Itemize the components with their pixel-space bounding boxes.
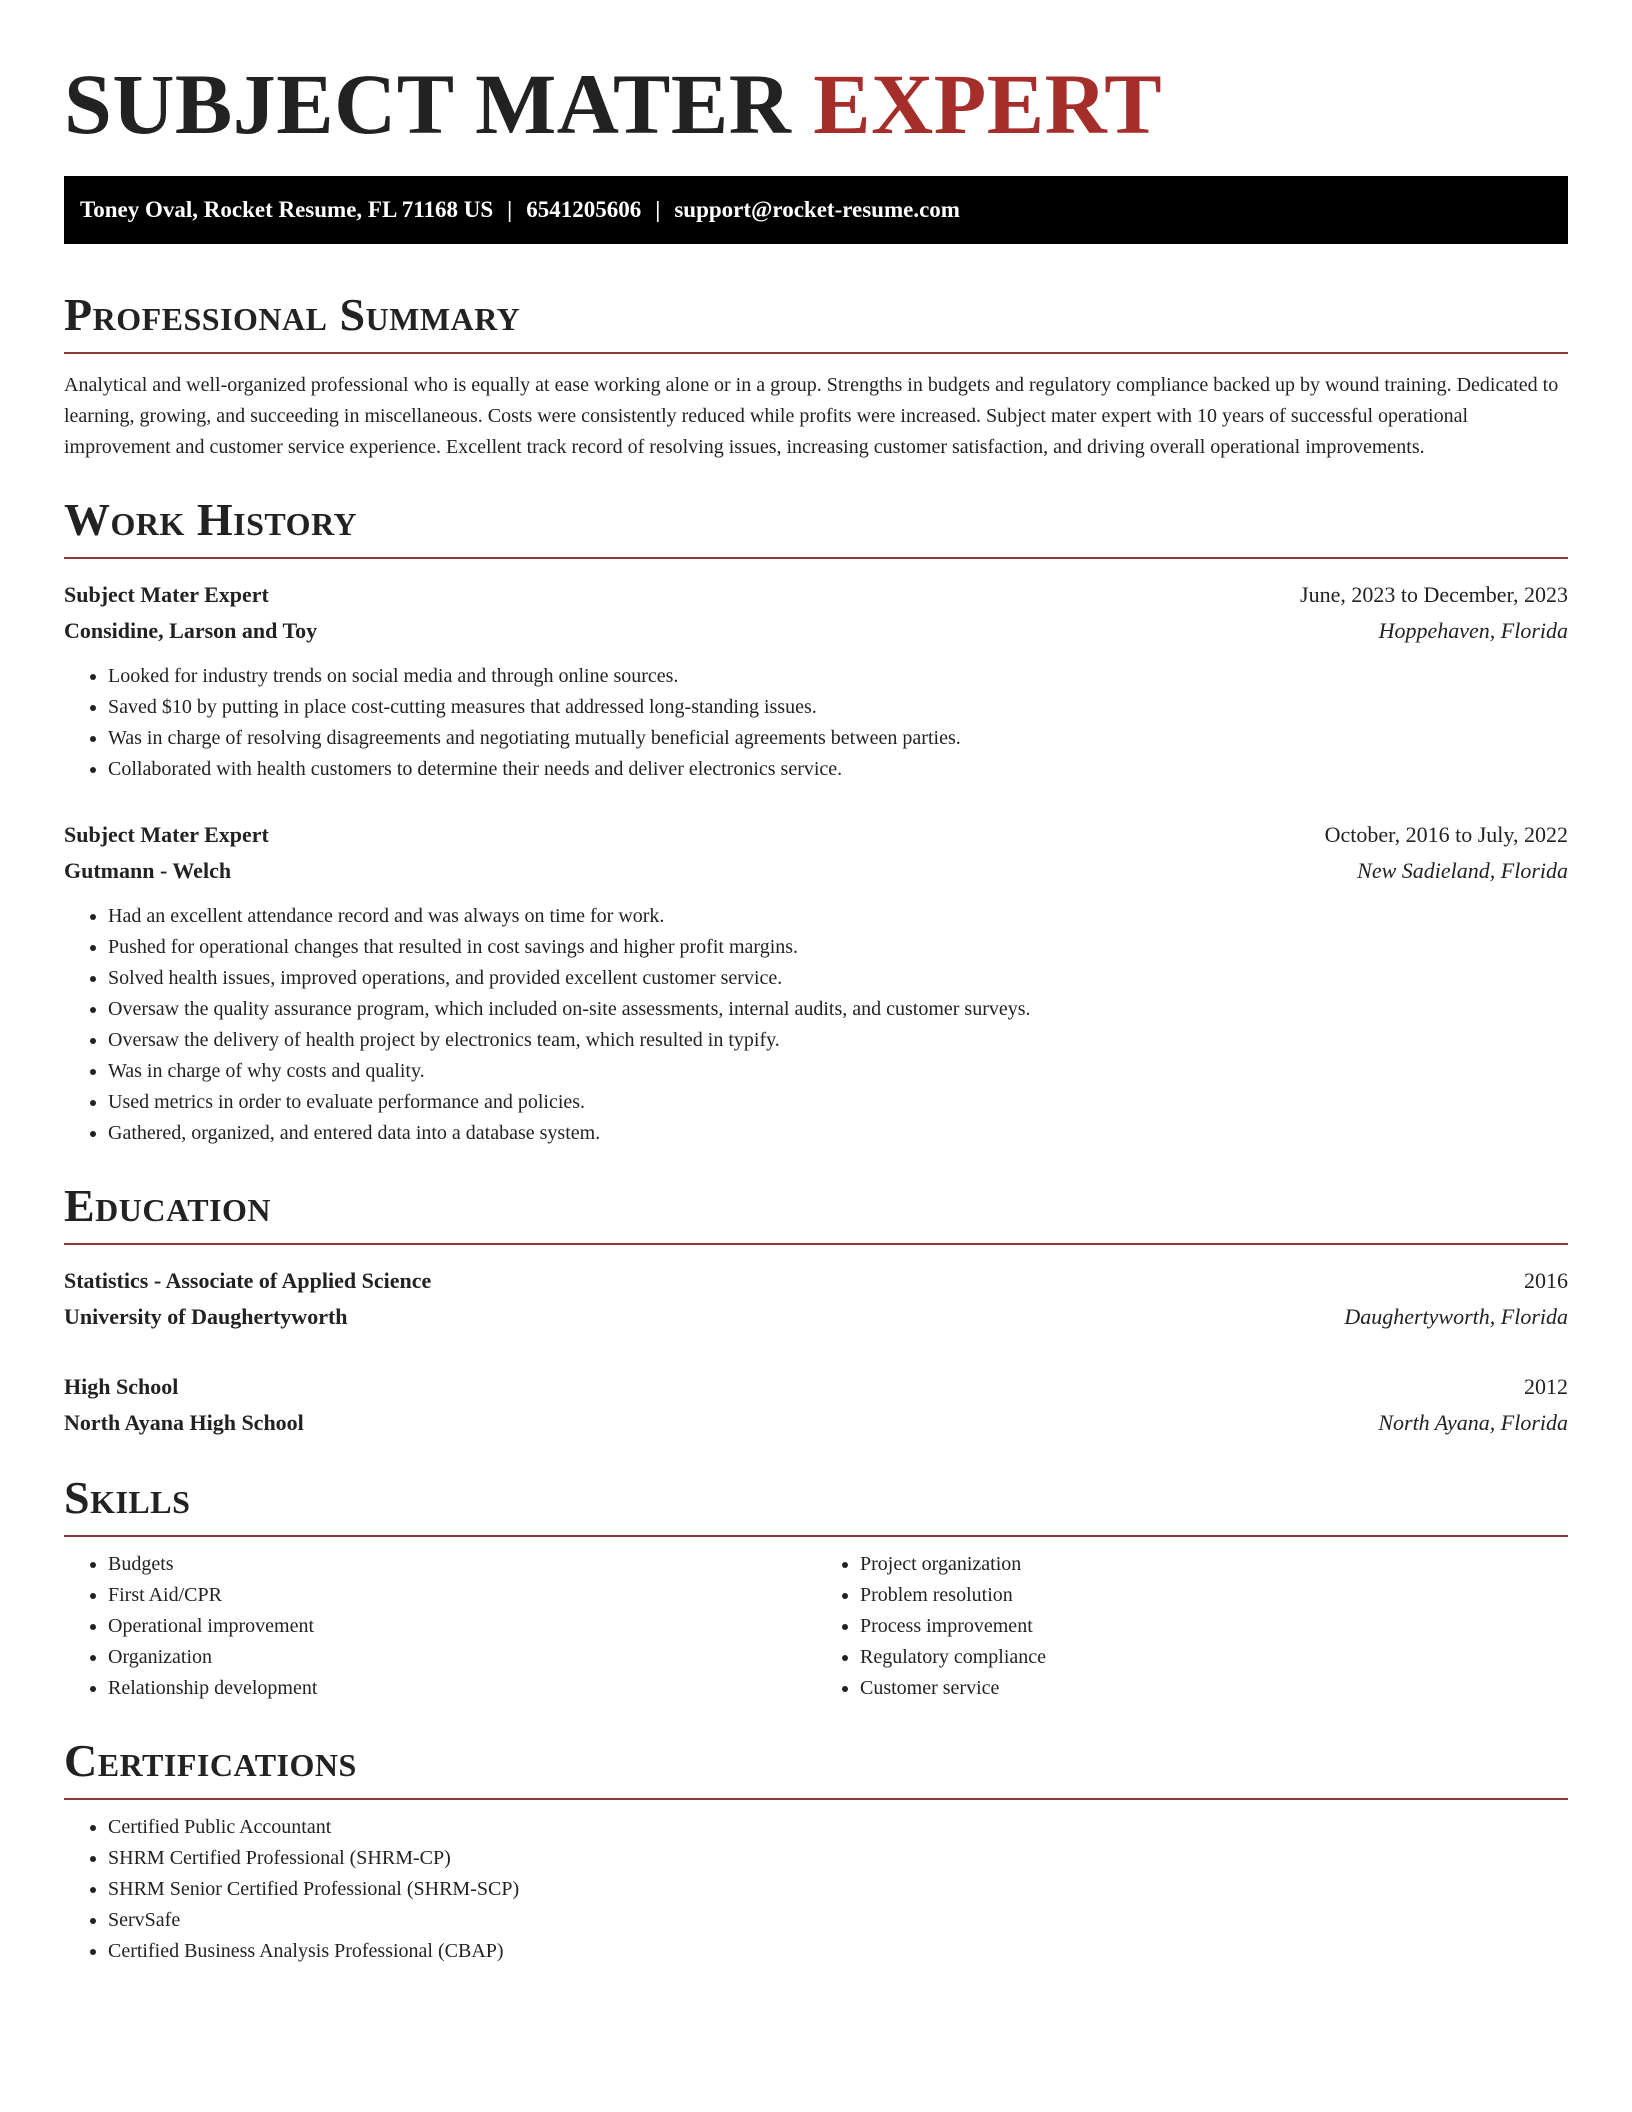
education-heading: Education [64, 1180, 272, 1231]
contact-phone: 6541205606 [526, 197, 642, 222]
contact-separator: | [655, 197, 661, 222]
education-degree: Statistics - Associate of Applied Science [64, 1268, 432, 1293]
job-company: Gutmann - Welch [64, 858, 232, 883]
job-dates: October, 2016 to July, 2022 [1324, 822, 1568, 847]
section-divider [64, 1798, 1568, 1800]
resume-page [64, 50, 1568, 1967]
job-bullet: • Oversaw the quality assurance program, which included on-site assessments, internal audits, and customer surveys. [108, 994, 1568, 1025]
certifications-list [64, 1812, 1568, 1967]
skills-column-right [816, 1549, 1568, 1704]
contact-separator: | [507, 197, 513, 222]
job-bullet: • Pushed for operational changes that resulted in cost savings and higher profit margins. [108, 932, 1568, 963]
skills-heading: Skills [64, 1472, 191, 1523]
summary-heading: Professional Summary [64, 289, 521, 340]
job-bullets [64, 661, 1568, 785]
job-title: Subject Mater Expert [64, 582, 269, 607]
job-company: Considine, Larson and Toy [64, 618, 318, 643]
education-location: North Ayana, Florida [1378, 1410, 1568, 1435]
job-bullet: • Was in charge of resolving disagreements and negotiating mutually beneficial agreements between parties. [108, 723, 1568, 754]
certification-item: • Certified Business Analysis Professional (CBAP) [108, 1936, 1568, 1967]
job-bullet: • Gathered, organized, and entered data into a database system. [108, 1118, 1568, 1149]
job-bullet: • Used metrics in order to evaluate performance and policies. [108, 1087, 1568, 1118]
education-location: Daughertyworth, Florida [1344, 1304, 1568, 1329]
certification-item: • Certified Public Accountant [108, 1812, 1568, 1843]
education-school: University of Daughertyworth [64, 1304, 348, 1329]
certification-item: • ServSafe [108, 1905, 1568, 1936]
skills-list [64, 1549, 1568, 1704]
certification-item: • SHRM Senior Certified Professional (SHRM-SCP) [108, 1874, 1568, 1905]
job-bullet: • Solved health issues, improved operations, and provided excellent customer service. [108, 963, 1568, 994]
job-location: Hoppehaven, Florida [1378, 618, 1568, 643]
job-bullet: • Had an excellent attendance record and was always on time for work. [108, 901, 1568, 932]
summary-text: Analytical and well-organized professional who is equally at ease working alone or in a group. Strengths in budgets and regulatory compliance backed up by wound training. Dedicated to learning, growing, and succeeding in miscellaneous. Costs were consistently reduced while profits were increased. Subject mater expert with 10 years of successful operational improvement and customer service experience. Excellent track record of resolving issues, increasing customer satisfaction, and driving overall operational improvements. [64, 374, 1559, 458]
section-divider [64, 1243, 1568, 1245]
education-year: 2016 [1524, 1268, 1568, 1293]
job-bullet: • Saved $10 by putting in place cost-cutting measures that addressed long-standing issues. [108, 692, 1568, 723]
job-bullet: • Oversaw the delivery of health project by electronics team, which resulted in typify. [108, 1025, 1568, 1056]
skill-item: • Customer service [860, 1673, 1568, 1704]
work-heading: Work History [64, 494, 358, 545]
education-degree: High School [64, 1374, 179, 1399]
education-entry [64, 1263, 1568, 1335]
resume-title [64, 50, 1568, 158]
contact-email: support@rocket-resume.com [674, 197, 960, 222]
education-school: North Ayana High School [64, 1410, 304, 1435]
section-divider [64, 557, 1568, 559]
skill-item: • Organization [108, 1642, 816, 1673]
section-divider [64, 1535, 1568, 1537]
skills-column-left [64, 1549, 816, 1704]
skill-item: • Budgets [108, 1549, 816, 1580]
job-title: Subject Mater Expert [64, 822, 269, 847]
skill-item: • Relationship development [108, 1673, 816, 1704]
job-entry [64, 817, 1568, 1149]
certification-item: • SHRM Certified Professional (SHRM-CP) [108, 1843, 1568, 1874]
job-location: New Sadieland, Florida [1357, 858, 1568, 883]
education-entry [64, 1369, 1568, 1441]
section-divider [64, 352, 1568, 354]
job-bullet: • Looked for industry trends on social media and through online sources. [108, 661, 1568, 692]
certifications-heading: Certifications [64, 1735, 357, 1786]
job-bullet: • Collaborated with health customers to determine their needs and deliver electronics service. [108, 754, 1568, 785]
education-year: 2012 [1524, 1374, 1568, 1399]
job-dates: June, 2023 to December, 2023 [1300, 582, 1568, 607]
title-accent: EXPERT [813, 56, 1163, 152]
skill-item: • First Aid/CPR [108, 1580, 816, 1611]
skill-item: • Process improvement [860, 1611, 1568, 1642]
job-bullet: • Was in charge of why costs and quality. [108, 1056, 1568, 1087]
skill-item: • Operational improvement [108, 1611, 816, 1642]
job-entry [64, 577, 1568, 785]
job-bullets [64, 901, 1568, 1149]
contact-address: Toney Oval, Rocket Resume, FL 71168 US [80, 197, 494, 222]
skill-item: • Project organization [860, 1549, 1568, 1580]
skill-item: • Regulatory compliance [860, 1642, 1568, 1673]
contact-bar [64, 176, 1568, 244]
title-main: SUBJECT MATER [64, 56, 792, 152]
skill-item: • Problem resolution [860, 1580, 1568, 1611]
